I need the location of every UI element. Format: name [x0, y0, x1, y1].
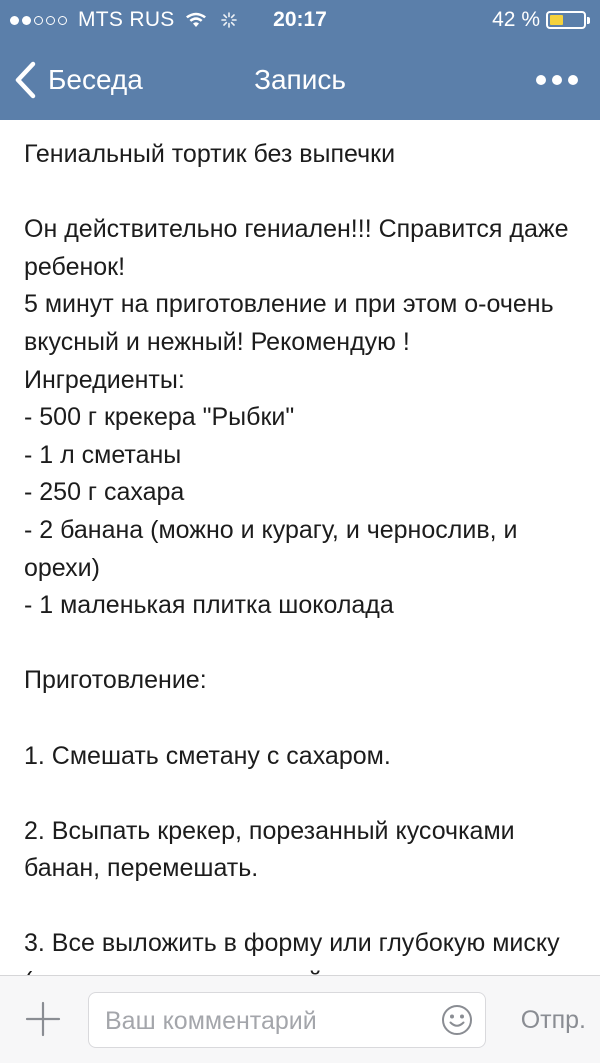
dot: [536, 75, 546, 85]
chevron-left-icon: [12, 61, 38, 99]
battery-level: [550, 15, 563, 25]
more-dots-icon[interactable]: [530, 40, 578, 120]
dot: [552, 75, 562, 85]
battery-percent: 42 %: [492, 8, 540, 31]
status-right: [492, 8, 590, 32]
page-title: Запись: [254, 64, 346, 95]
nav-bar: [0, 40, 600, 120]
back-button[interactable]: [12, 40, 143, 120]
status-time: 20:17: [273, 8, 327, 31]
post-text: Гениальный тортик без выпечки Он действительно гениален!!! Справится даже ребенок! 5 минут на приготовление и при этом о-очень вкусный и нежный! Рекомендую ! Ингредиенты: - 500 г крекера "Рыбки" - 1 л сметаны - 250 г сахара - 2 банана (можно и курагу, и чернослив, и орехи) - 1 маленькая плитка шоколада Приготовление: 1. Смешать сметану с сахаром. 2. Всыпать крекер, порезанный кусочками банан, перемешать. 3. Все выложить в форму или глубокую миску: [24, 140, 569, 958]
send-button[interactable]: Отпр.: [520, 1006, 586, 1034]
battery-icon: [546, 11, 586, 29]
comment-input-box: [88, 992, 486, 1048]
comment-input[interactable]: [103, 993, 427, 1049]
battery-cap: [587, 17, 590, 24]
comment-composer: [0, 975, 600, 1063]
back-button-label: Беседа: [48, 64, 143, 95]
carrier-name: MTS RUS: [78, 8, 175, 31]
status-bar: [0, 0, 600, 40]
dot: [568, 75, 578, 85]
smiley-icon[interactable]: [441, 1004, 473, 1036]
plus-icon[interactable]: [24, 1000, 62, 1038]
